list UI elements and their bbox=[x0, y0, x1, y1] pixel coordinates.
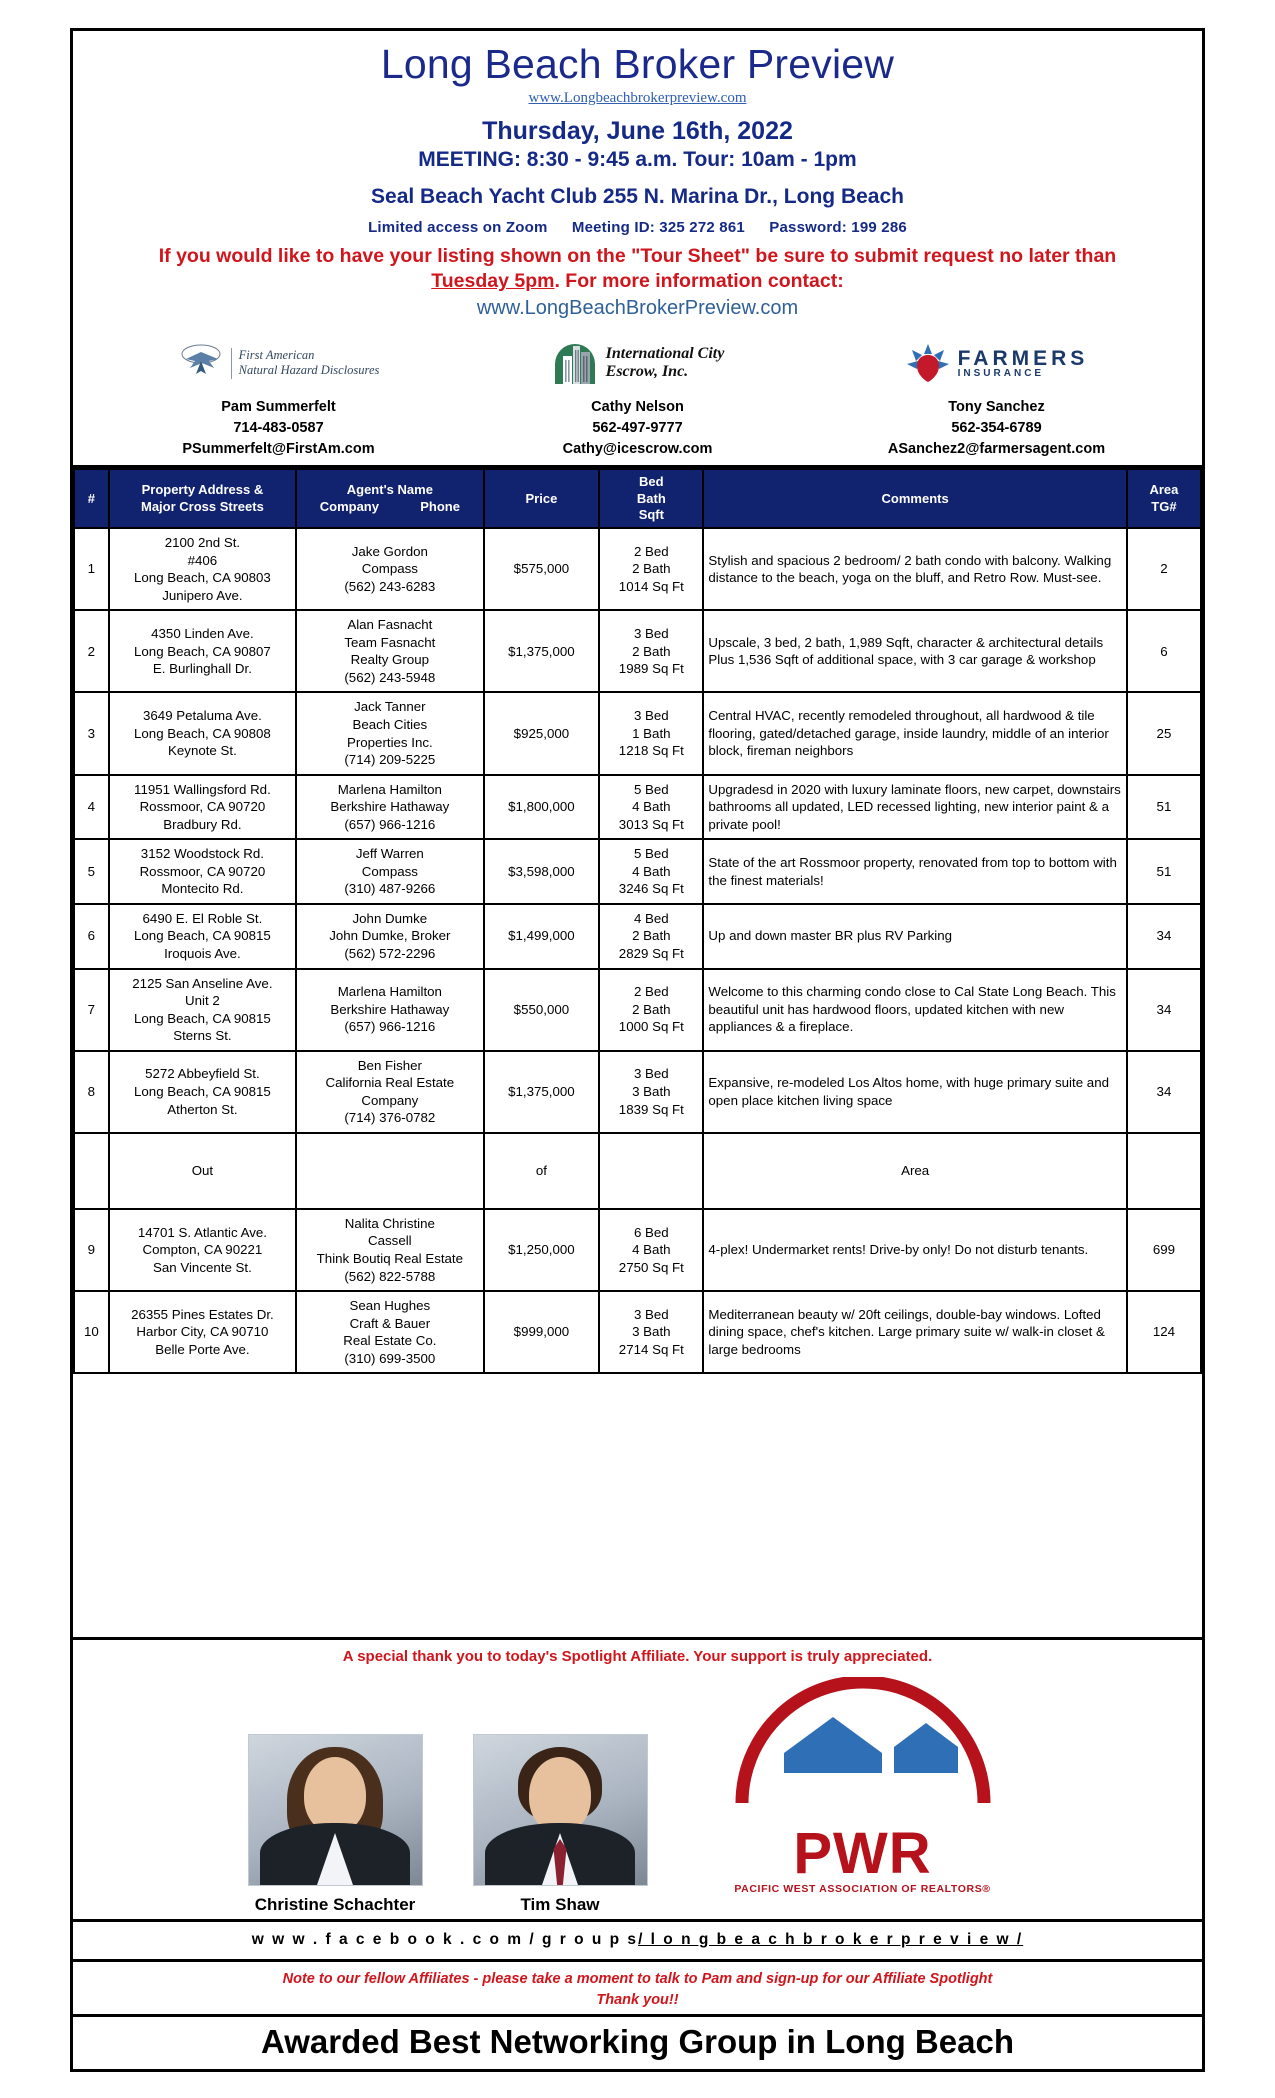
row-comments: Upgradesd in 2020 with luxury laminate floors, new carpet, downstairs bathrooms all updated, LED recessed lighting, new interior paint & a private pool! bbox=[703, 775, 1127, 840]
header-website-link[interactable]: www.Longbeachbrokerpreview.com bbox=[528, 90, 747, 107]
col-header-comments: Comments bbox=[703, 469, 1127, 528]
row-number: 5 bbox=[74, 839, 109, 904]
table-row bbox=[74, 839, 1201, 904]
affiliate-note-line-1: Note to our fellow Affiliates - please take a moment to talk to Pam and sign-up for our Affiliate Spotlight bbox=[282, 1970, 993, 1987]
sponsor-name: Tony Sanchez bbox=[948, 399, 1045, 416]
row-comments: Central HVAC, recently remodeled throughout, all hardwood & tile flooring, gated/detached garage, inside laundry, middle of an interior block, fireman neighbors bbox=[703, 692, 1127, 774]
row-area-tg: 34 bbox=[1127, 904, 1201, 969]
row-price: $1,499,000 bbox=[484, 904, 600, 969]
pwr-arc-house-icon bbox=[698, 1677, 1028, 1827]
spotlight-person-name: Tim Shaw bbox=[520, 1894, 600, 1914]
row-agent: Jake Gordon Compass (562) 243-6283 bbox=[296, 528, 483, 610]
row-address: 3152 Woodstock Rd. Rossmoor, CA 90720 Montecito Rd. bbox=[109, 839, 296, 904]
row-bed-bath-sqft: 3 Bed 1 Bath 1218 Sq Ft bbox=[599, 692, 703, 774]
spotlight-person bbox=[473, 1734, 648, 1915]
sponsor-first-american bbox=[112, 335, 446, 457]
affiliate-note bbox=[73, 1959, 1202, 2014]
row-address: 26355 Pines Estates Dr. Harbor City, CA 90710 Belle Porte Ave. bbox=[109, 1291, 296, 1373]
row-address: 14701 S. Atlantic Ave. Compton, CA 90221 San Vincente St. bbox=[109, 1209, 296, 1291]
facebook-group-link[interactable] bbox=[73, 1919, 1202, 1959]
col-header-agent: Agent's Name Company Phone bbox=[296, 469, 483, 528]
sponsor-farmers-insurance bbox=[830, 335, 1164, 457]
row-bed-bath-sqft: 5 Bed 4 Bath 3013 Sq Ft bbox=[599, 775, 703, 840]
table-row bbox=[74, 528, 1201, 610]
farmers-insurance-logo bbox=[830, 335, 1164, 391]
row-price: $575,000 bbox=[484, 528, 600, 610]
divider-cell-blank bbox=[74, 1133, 109, 1209]
sponsor-strip bbox=[79, 335, 1196, 461]
out-of-area-divider-row bbox=[74, 1133, 1201, 1209]
notice-line-2: . For more information contact: bbox=[554, 270, 844, 293]
table-row bbox=[74, 1291, 1201, 1373]
affiliate-note-line-2: Thank you!! bbox=[596, 1991, 679, 2008]
row-area-tg: 2 bbox=[1127, 528, 1201, 610]
sponsor-email[interactable]: PSummerfelt@FirstAm.com bbox=[182, 441, 375, 458]
row-number: 7 bbox=[74, 969, 109, 1051]
zoom-password: Password: 199 286 bbox=[769, 219, 907, 237]
row-comments: Stylish and spacious 2 bedroom/ 2 bath condo with balcony. Walking distance to the beach, yoga on the bluff, and Retro Row. Must-see. bbox=[703, 528, 1127, 610]
facebook-prefix: w w w . f a c e b o o k . c o m / g r o u p s bbox=[251, 1930, 639, 1948]
first-american-logo bbox=[112, 335, 446, 391]
row-bed-bath-sqft: 2 Bed 2 Bath 1000 Sq Ft bbox=[599, 969, 703, 1051]
row-comments: Up and down master BR plus RV Parking bbox=[703, 904, 1127, 969]
table-row bbox=[74, 692, 1201, 774]
submission-notice bbox=[79, 244, 1196, 294]
row-agent: Nalita Christine Cassell Think Boutiq Real Estate (562) 822-5788 bbox=[296, 1209, 483, 1291]
col-header-address: Property Address & Major Cross Streets bbox=[109, 469, 296, 528]
listings-table-head bbox=[74, 469, 1201, 528]
row-area-tg: 51 bbox=[1127, 839, 1201, 904]
row-comments: State of the art Rossmoor property, renovated from top to bottom with the finest materials! bbox=[703, 839, 1127, 904]
col-header-number: # bbox=[74, 469, 109, 528]
pwr-wordmark: PWR bbox=[793, 1820, 932, 1886]
zoom-info bbox=[79, 219, 1196, 236]
table-row bbox=[74, 969, 1201, 1051]
sponsor-email[interactable]: ASanchez2@farmersagent.com bbox=[887, 441, 1106, 458]
row-number: 3 bbox=[74, 692, 109, 774]
spotlight-thanks: A special thank you to today's Spotlight Affiliate. Your support is truly appreciated. bbox=[73, 1637, 1202, 1669]
row-price: $999,000 bbox=[484, 1291, 600, 1373]
farmers-shield-icon bbox=[905, 342, 951, 384]
row-number: 10 bbox=[74, 1291, 109, 1373]
table-row bbox=[74, 610, 1201, 692]
row-area-tg: 34 bbox=[1127, 1051, 1201, 1133]
divider-word-out: Out bbox=[109, 1133, 296, 1209]
divider-cell-blank bbox=[1127, 1133, 1201, 1209]
sponsor-international-city-escrow bbox=[471, 335, 805, 457]
row-agent: Sean Hughes Craft & Bauer Real Estate Co. (310) 699-3500 bbox=[296, 1291, 483, 1373]
row-area-tg: 51 bbox=[1127, 775, 1201, 840]
row-number: 6 bbox=[74, 904, 109, 969]
pwr-logo bbox=[698, 1677, 1028, 1915]
row-address: 11951 Wallingsford Rd. Rossmoor, CA 90720 Bradbury Rd. bbox=[109, 775, 296, 840]
row-agent: Marlena Hamilton Berkshire Hathaway (657) 966-1216 bbox=[296, 775, 483, 840]
first-american-logo-text: First American Natural Hazard Disclosures bbox=[231, 348, 380, 379]
listings-table-body bbox=[74, 528, 1201, 1373]
row-bed-bath-sqft: 2 Bed 2 Bath 1014 Sq Ft bbox=[599, 528, 703, 610]
row-bed-bath-sqft: 6 Bed 4 Bath 2750 Sq Ft bbox=[599, 1209, 703, 1291]
table-row bbox=[74, 904, 1201, 969]
divider-cell-blank bbox=[599, 1133, 703, 1209]
row-number: 2 bbox=[74, 610, 109, 692]
divider-word-area: Area bbox=[703, 1133, 1127, 1209]
row-area-tg: 124 bbox=[1127, 1291, 1201, 1373]
table-row bbox=[74, 1209, 1201, 1291]
meeting-times: MEETING: 8:30 - 9:45 a.m. Tour: 10am - 1pm bbox=[418, 147, 857, 171]
page-title: Long Beach Broker Preview bbox=[380, 41, 895, 87]
row-area-tg: 34 bbox=[1127, 969, 1201, 1051]
international-city-escrow-logo-text: International City Escrow, Inc. bbox=[605, 344, 725, 381]
row-price: $3,598,000 bbox=[484, 839, 600, 904]
listings-table-wrapper bbox=[73, 468, 1202, 1374]
row-comments: Mediterranean beauty w/ 20ft ceilings, double-bay windows. Lofted dining space, chef's kitchen. Large primary suite w/ walk-in closet & large bedrooms bbox=[703, 1291, 1127, 1373]
row-comments: Expansive, re-modeled Los Altos home, with huge primary suite and open place kitchen living space bbox=[703, 1051, 1127, 1133]
row-price: $1,375,000 bbox=[484, 610, 600, 692]
divider-word-of: of bbox=[484, 1133, 600, 1209]
notice-website-link[interactable]: www.LongBeachBrokerPreview.com bbox=[476, 297, 799, 320]
row-price: $1,375,000 bbox=[484, 1051, 600, 1133]
row-area-tg: 699 bbox=[1127, 1209, 1201, 1291]
row-comments: 4-plex! Undermarket rents! Drive-by only! Do not disturb tenants. bbox=[703, 1209, 1127, 1291]
row-bed-bath-sqft: 3 Bed 2 Bath 1989 Sq Ft bbox=[599, 610, 703, 692]
row-address: 4350 Linden Ave. Long Beach, CA 90807 E. Burlinghall Dr. bbox=[109, 610, 296, 692]
row-bed-bath-sqft: 4 Bed 2 Bath 2829 Sq Ft bbox=[599, 904, 703, 969]
sponsor-email[interactable]: Cathy@icescrow.com bbox=[562, 441, 713, 458]
row-agent: Jack Tanner Beach Cities Properties Inc. (714) 209-5225 bbox=[296, 692, 483, 774]
col-header-price: Price bbox=[484, 469, 600, 528]
sponsor-phone: 714-483-0587 bbox=[233, 420, 324, 437]
international-city-escrow-logo bbox=[471, 335, 805, 391]
row-address: 3649 Petaluma Ave. Long Beach, CA 90808 Keynote St. bbox=[109, 692, 296, 774]
sponsor-phone: 562-497-9777 bbox=[592, 420, 683, 437]
row-agent: Marlena Hamilton Berkshire Hathaway (657) 966-1216 bbox=[296, 969, 483, 1051]
row-address: 6490 E. El Roble St. Long Beach, CA 90815 Iroquois Ave. bbox=[109, 904, 296, 969]
sheet-footer bbox=[73, 1637, 1202, 2069]
sponsor-name: Pam Summerfelt bbox=[221, 399, 336, 416]
row-agent: John Dumke John Dumke, Broker (562) 572-2296 bbox=[296, 904, 483, 969]
row-agent: Jeff Warren Compass (310) 487-9266 bbox=[296, 839, 483, 904]
row-number: 9 bbox=[74, 1209, 109, 1291]
event-date: Thursday, June 16th, 2022 bbox=[482, 117, 793, 146]
city-buildings-icon bbox=[551, 340, 599, 386]
row-number: 1 bbox=[74, 528, 109, 610]
spotlight-person bbox=[248, 1734, 423, 1915]
notice-line-1: If you would like to have your listing shown on the "Tour Sheet" be sure to submit request no later than bbox=[158, 245, 1117, 268]
tour-sheet-border bbox=[70, 28, 1205, 2072]
sponsor-phone: 562-354-6789 bbox=[951, 420, 1042, 437]
col-header-area-tg: Area TG# bbox=[1127, 469, 1201, 528]
row-comments: Upscale, 3 bed, 2 bath, 1,989 Sqft, character & architectural details Plus 1,536 Sqft of additional space, with 3 car garage & workshop bbox=[703, 610, 1127, 692]
row-agent: Alan Fasnacht Team Fasnacht Realty Group (562) 243-5948 bbox=[296, 610, 483, 692]
divider-cell-blank bbox=[296, 1133, 483, 1209]
eagle-icon bbox=[178, 343, 224, 383]
row-bed-bath-sqft: 3 Bed 3 Bath 2714 Sq Ft bbox=[599, 1291, 703, 1373]
table-header-row bbox=[74, 469, 1201, 528]
zoom-access-label: Limited access on Zoom bbox=[368, 219, 548, 237]
row-price: $925,000 bbox=[484, 692, 600, 774]
row-area-tg: 6 bbox=[1127, 610, 1201, 692]
avatar bbox=[473, 1734, 648, 1886]
spotlight-affiliates bbox=[73, 1669, 1202, 1919]
row-number: 4 bbox=[74, 775, 109, 840]
row-bed-bath-sqft: 5 Bed 4 Bath 3246 Sq Ft bbox=[599, 839, 703, 904]
awarded-banner: Awarded Best Networking Group in Long Beach bbox=[73, 2014, 1202, 2069]
row-agent: Ben Fisher California Real Estate Company (714) 376-0782 bbox=[296, 1051, 483, 1133]
row-number: 8 bbox=[74, 1051, 109, 1133]
row-bed-bath-sqft: 3 Bed 3 Bath 1839 Sq Ft bbox=[599, 1051, 703, 1133]
row-price: $1,800,000 bbox=[484, 775, 600, 840]
farmers-logo-text: FARMERS INSURANCE bbox=[957, 346, 1089, 379]
spotlight-person-name: Christine Schachter bbox=[254, 1894, 416, 1914]
pwr-tagline: PACIFIC WEST ASSOCIATION OF REALTORS® bbox=[734, 1882, 991, 1895]
row-price: $1,250,000 bbox=[484, 1209, 600, 1291]
row-address: 2100 2nd St. #406 Long Beach, CA 90803 Junipero Ave. bbox=[109, 528, 296, 610]
facebook-group-path: / l o n g b e a c h b r o k e r p r e v i e w / bbox=[638, 1930, 1024, 1948]
col-header-bed-bath-sqft: Bed Bath Sqft bbox=[599, 469, 703, 528]
avatar bbox=[248, 1734, 423, 1886]
row-comments: Welcome to this charming condo close to Cal State Long Beach. This beautiful unit has hardwood floors, updated kitchen with new appliances & a fireplace. bbox=[703, 969, 1127, 1051]
row-address: 5272 Abbeyfield St. Long Beach, CA 90815 Atherton St. bbox=[109, 1051, 296, 1133]
sponsor-name: Cathy Nelson bbox=[591, 399, 684, 416]
table-row bbox=[74, 775, 1201, 840]
listings-table bbox=[73, 468, 1202, 1374]
table-row bbox=[74, 1051, 1201, 1133]
row-address: 2125 San Anseline Ave. Unit 2 Long Beach, CA 90815 Sterns St. bbox=[109, 969, 296, 1051]
sheet-header bbox=[73, 31, 1202, 468]
venue-address: Seal Beach Yacht Club 255 N. Marina Dr., Long Beach bbox=[371, 185, 904, 209]
zoom-meeting-id: Meeting ID: 325 272 861 bbox=[571, 219, 745, 237]
notice-deadline: Tuesday 5pm bbox=[431, 270, 555, 293]
row-area-tg: 25 bbox=[1127, 692, 1201, 774]
row-price: $550,000 bbox=[484, 969, 600, 1051]
